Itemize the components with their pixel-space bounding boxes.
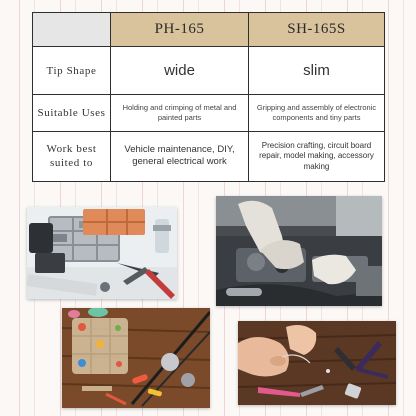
sh165s-tip-shape: slim [249,47,385,95]
column-header-ph165: PH-165 [111,13,249,47]
ph165-suitable-uses: Holding and crimping of metal and painted parts [111,95,249,131]
comparison-table [32,12,385,182]
header-row [33,13,385,47]
sh165s-suitable-uses: Gripping and assembly of electronic components and tiny parts [249,95,385,131]
sh165s-work-best-suited: Precision crafting, circuit board repair, model making, accessory making [249,131,385,181]
engine-repair-photo [216,196,382,306]
table-row [33,131,385,181]
column-header-sh165s: SH-165S [249,13,385,47]
row-label-suitable-uses: Suitable Uses [33,95,111,131]
tools-on-desk-photo [27,207,177,299]
jewelry-making-photo [238,321,396,405]
corner-cell [33,13,111,47]
fishing-tackle-photo [62,308,210,408]
row-label-tip-shape: Tip Shape [33,47,111,95]
table-row [33,95,385,131]
ph165-tip-shape: wide [111,47,249,95]
row-label-work-best-suited: Work best suited to [33,131,111,181]
ph165-work-best-suited: Vehicle maintenance, DIY, general electrical work [111,131,249,181]
table-row [33,47,385,95]
